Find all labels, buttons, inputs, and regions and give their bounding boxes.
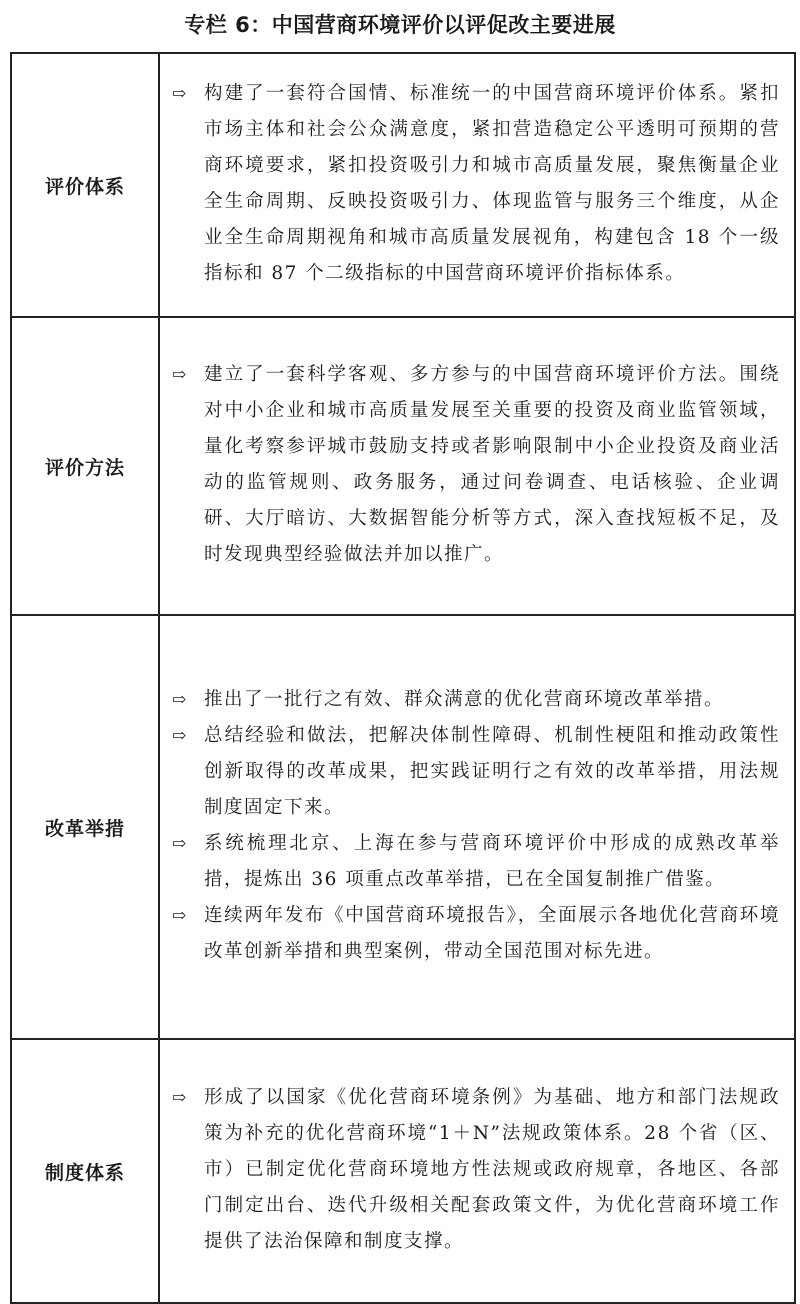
- hollow-arrow-bullet-icon: ⇨: [172, 834, 187, 854]
- table-row: [11, 615, 795, 1039]
- list-item: [172, 718, 780, 826]
- item-text: 建立了一套科学客观、多方参与的中国营商环境评价方法。围绕对中小企业和城市高质量发展至关重要的投资及商业监管领域，量化考察参评城市鼓励支持或者影响限制中小企业投资及商业活动的监管规则、政务服务，通过问卷调查、电话核验、企业调研、大厅暗访、大数据智能分析等方式，深入查找短板不足，及时发现典型经验做法并加以推广。: [204, 364, 780, 565]
- row-label: 制度体系: [11, 1039, 159, 1303]
- hollow-arrow-bullet-icon: ⇨: [172, 906, 187, 926]
- table-row: [11, 317, 795, 615]
- row-label: 评价体系: [11, 53, 159, 317]
- item-text: 形成了以国家《优化营商环境条例》为基础、地方和部门法规政策为补充的优化营商环境“1＋N”法规政策体系。28 个省（区、市）已制定优化营商环境地方性法规或政府规章，各地区、各部门制定出台、迭代升级相关配套政策文件，为优化营商环境工作提供了法治保障和制度支撑。: [204, 1087, 780, 1252]
- list-item: [172, 1080, 780, 1260]
- row-label: 改革举措: [11, 615, 159, 1039]
- hollow-arrow-bullet-icon: ⇨: [172, 84, 187, 104]
- list-item: [172, 682, 780, 718]
- item-text: 推出了一批行之有效、群众满意的优化营商环境改革举措。: [204, 689, 725, 710]
- list-item: [172, 76, 780, 292]
- hollow-arrow-bullet-icon: ⇨: [172, 365, 187, 385]
- table-row: [11, 53, 795, 317]
- page-title: 专栏 6：中国营商环境评价以评促改主要进展: [184, 13, 616, 37]
- item-text: 连续两年发布《中国营商环境报告》，全面展示各地优化营商环境改革创新举措和典型案例，带动全国范围对标先进。: [204, 905, 780, 962]
- row-label: 评价方法: [11, 317, 159, 615]
- list-item: [172, 898, 780, 970]
- item-text: 总结经验和做法，把解决体制性障碍、机制性梗阻和推动政策性创新取得的改革成果，把实践证明行之有效的改革举措，用法规制度固定下来。: [204, 725, 780, 818]
- hollow-arrow-bullet-icon: ⇨: [172, 726, 187, 746]
- table-row: [11, 1039, 795, 1303]
- item-text: 构建了一套符合国情、标准统一的中国营商环境评价体系。紧扣市场主体和社会公众满意度，紧扣营造稳定公平透明可预期的营商环境要求，紧扣投资吸引力和城市高质量发展，聚焦衡量企业全生命周期、反映投资吸引力、体现监管与服务三个维度，从企业全生命周期视角和城市高质量发展视角，构建包含 18 个一级指标和 87 个二级指标的中国营商环境评价指标体系。: [204, 83, 780, 284]
- list-item: [172, 357, 780, 573]
- row-content: [159, 317, 795, 615]
- list-item: [172, 826, 780, 898]
- row-content: [159, 1039, 795, 1303]
- hollow-arrow-bullet-icon: ⇨: [172, 690, 187, 710]
- row-content: [159, 615, 795, 1039]
- item-text: 系统梳理北京、上海在参与营商环境评价中形成的成熟改革举措，提炼出 36 项重点改革举措，已在全国复制推广借鉴。: [204, 833, 780, 890]
- hollow-arrow-bullet-icon: ⇨: [172, 1088, 187, 1108]
- row-content: [159, 53, 795, 317]
- progress-table: [10, 52, 796, 1304]
